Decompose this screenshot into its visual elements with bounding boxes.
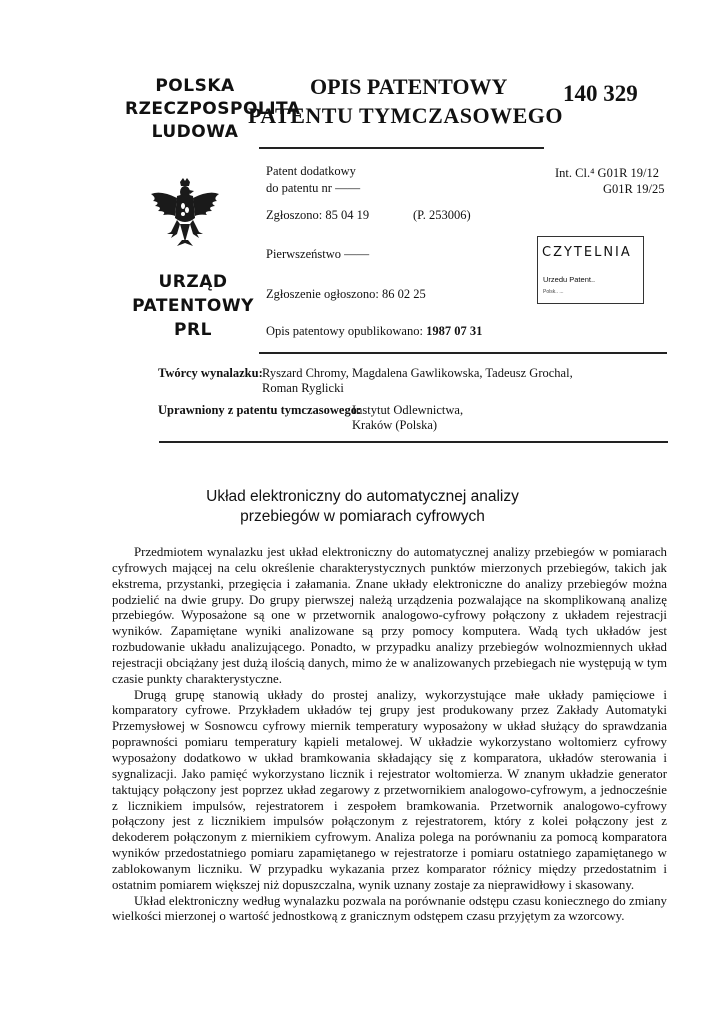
assignee-label: Uprawniony z patentu tymczasowego: bbox=[158, 403, 362, 417]
meta-divider bbox=[259, 352, 667, 354]
filed-date: Zgłoszono: 85 04 19 bbox=[266, 208, 370, 222]
announced-date: Zgłoszenie ogłoszono: 86 02 25 bbox=[266, 287, 426, 301]
application-number: (P. 253006) bbox=[413, 208, 471, 222]
int-cl-2: G01R 19/25 bbox=[603, 182, 665, 196]
country-line-2: RZECZPOSPOLITA bbox=[125, 99, 301, 119]
reading-room-stamp bbox=[537, 236, 644, 304]
country-line-1: POLSKA bbox=[155, 76, 235, 96]
patent-office bbox=[123, 270, 263, 342]
published-date-value: 1987 07 31 bbox=[426, 324, 483, 338]
country-line-3: LUDOWA bbox=[151, 122, 239, 142]
assignee-divider bbox=[159, 441, 668, 443]
assignee-line-2: Kraków (Polska) bbox=[352, 418, 438, 432]
invention-title-line-1: Układ elektroniczny do automatycznej analizy bbox=[206, 488, 519, 505]
paragraph-3: Układ elektroniczny według wynalazku pozwala na porównanie odstępu czasu koniecznego do zmiany wielkości mierzonej o wartość jednostkową z granicznym odstępem czasu przyjętym za wzorcowy. bbox=[112, 893, 667, 924]
doc-type-title: OPIS PATENTOWY bbox=[310, 74, 508, 99]
polish-eagle-emblem-icon bbox=[147, 176, 223, 248]
additional-patent-label: Patent dodatkowy bbox=[266, 164, 356, 178]
office-line-3: PRL bbox=[174, 320, 212, 340]
doc-type-subtitle: PATENTU TYMCZASOWEGO bbox=[248, 103, 563, 128]
inventors-label: Twórcy wynalazku: bbox=[158, 366, 263, 380]
invention-title bbox=[0, 487, 725, 527]
stamp-title: CZYTELNIA bbox=[542, 245, 632, 260]
paragraph-2: Drugą grupę stanowią układy do prostej analizy, wykorzystujące małe układy pamięciowe i komparatory cyfrowe. Przykładem układów tej grupy jest produkowany przez Zakłady Automatyki Przemysłowej w Sosnowcu cyfrowy miernik temperatury wyposażony w układ służący do sprawdzania poprawności pomiaru temperatury kąpieli metalowej. W układzie wykorzystano woltomierz cyfrowy wyposażony dodatkowo w układ bramkowania składający się z komparatora, układów sterowania i sygnalizacji. Jako pamięć wykorzystano licznik i rejestrator woltomierza. W znanym układzie generator taktujący połączony jest poprzez układ zegarowy z przetwornikiem analogowo-cyfrowym, a jednocześnie z licznikiem impulsów, rejestratorem i zespołem bramkowania. Przetwornik analogowo-cyfrowy połączony jest z licznikiem impulsów połączonym z rejestratorem, który z kolei połączony jest z dekoderem połączonym z miernikiem cyfrowym. Analiza polega na porównaniu za pomocą komparatora wyników przedostatniego pomiaru zapamiętanego w rejestratorze i pomiaru ostatniego zapamiętanego w zablokowanym liczniku. W przypadku wykazania przez komparator różnicy między przedostatnim i ostatnim pomiarem większej niż dopuszczalna, wynik uznany zostaje za nieprawidłowy i skasowany. bbox=[112, 687, 667, 892]
published-date bbox=[266, 324, 482, 339]
int-cl-1: Int. Cl.⁴ G01R 19/12 bbox=[555, 166, 660, 180]
stamp-line-2: Urzedu Patent.. bbox=[543, 275, 596, 284]
published-label: Opis patentowy opublikowano: bbox=[266, 324, 423, 338]
patent-number: 140 329 bbox=[563, 81, 638, 106]
country-name bbox=[125, 75, 301, 144]
invention-title-line-2: przebiegów w pomiarach cyfrowych bbox=[240, 508, 485, 525]
office-line-1: URZĄD bbox=[158, 272, 228, 292]
assignee-line-1: Instytut Odlewnictwa, bbox=[352, 403, 464, 417]
stamp-line-3: Polsk.. ... bbox=[543, 289, 564, 295]
inventors-line-2: Roman Ryglicki bbox=[262, 381, 344, 395]
office-line-2: PATENTOWY bbox=[132, 296, 254, 316]
inventors-line-1: Ryszard Chromy, Magdalena Gawlikowska, Tadeusz Grochal, bbox=[262, 366, 573, 380]
to-patent-label: do patentu nr —— bbox=[266, 181, 361, 195]
description-body bbox=[112, 545, 667, 925]
priority-label: Pierwszeństwo —— bbox=[266, 247, 370, 261]
paragraph-1: Przedmiotem wynalazku jest układ elektroniczny do automatycznej analizy przebiegów w pomiarach cyfrowych mającej na celu określenie charakterystycznych punktów mierzonych przebiegów, takich jak ekstrema, przystanki, przegięcia i załamania. Znane układy elektroniczne do analizy przebiegów można podzielić na dwie grupy. Do grupy pierwszej należą urządzenia pozwalające na skomplikowaną analizę przebiegów. Wyposażone są one w przetwornik analogowo-cyfrowy połączony z układem rejestracji wyników. Zapamiętane wyniki analizowane są przy pomocy komputera. Wadą tych układów jest rozbudowanie układu analizującego. Ponadto, w przypadku analizy przebiegów wolnozmiennych układ rejestracji obciążany jest dużą ilością danych, mimo że w analizowanych przebiegach nie występują w tym czasie punkty charakterystyczne. bbox=[112, 545, 667, 686]
header-divider bbox=[259, 147, 544, 149]
